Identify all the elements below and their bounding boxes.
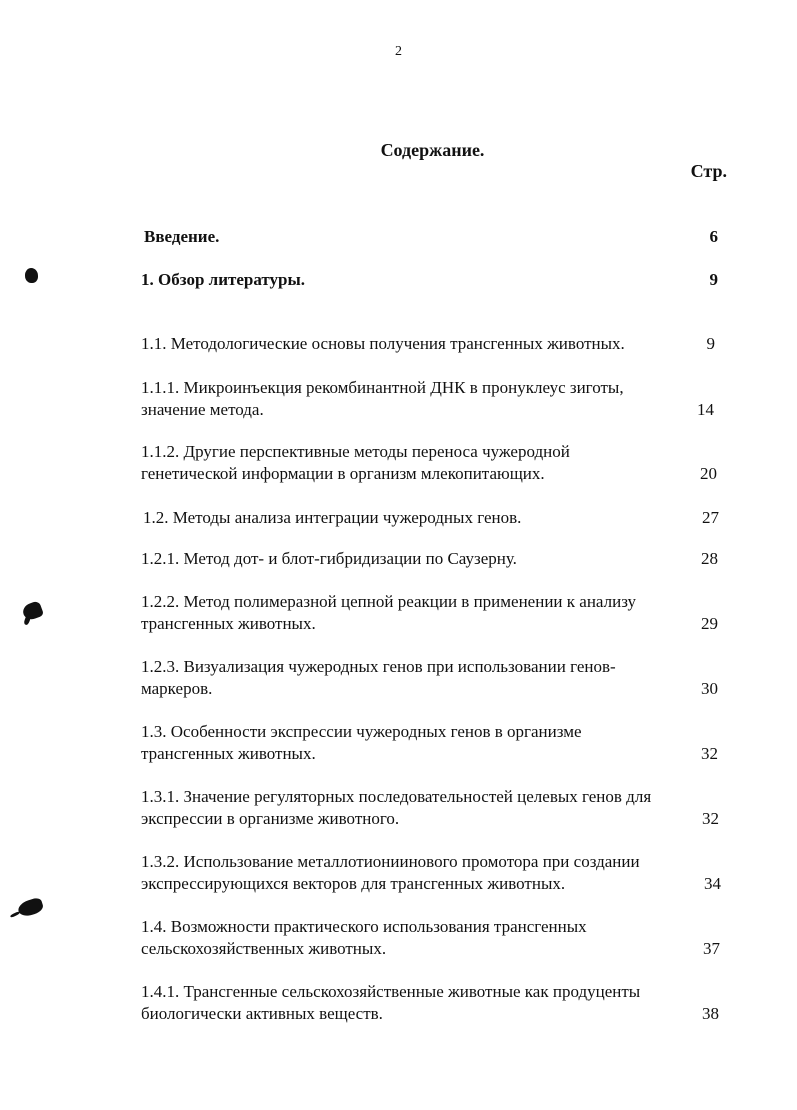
page-number: 2 [395,44,402,59]
entry-page: 9 [706,334,715,353]
entry-line: 1.3. Особенности экспрессии чужеродных генов в организме [141,722,582,741]
toc-entry-1-2-2 [141,591,718,635]
entry-page: 27 [702,508,719,527]
entry-line: 1.2.2. Метод полимеразной цепной реакции в применении к анализу [141,592,637,611]
entry-page: 28 [701,549,718,568]
entry-line: 1. Обзор литературы. [141,270,306,289]
ink-blot [10,911,20,918]
entry-line: значение метода. [141,400,264,419]
toc-entry-1 [141,269,718,291]
entry-line: экспрессирующихся векторов для трансгенных животных. [141,874,566,893]
entry-line: маркеров. [141,679,213,698]
entry-line: Введение. [144,227,220,246]
entry-line: 1.1. Методологические основы получения трансгенных животных. [141,334,625,353]
entry-page: 29 [701,614,718,633]
entry-line: 1.2.3. Визуализация чужеродных генов при использовании генов- [141,657,616,676]
entry-line: генетической информации в организм млекопитающих. [141,464,545,483]
entry-page: 14 [697,400,714,419]
toc-entry-1-2 [143,507,719,529]
entry-page: 38 [702,1004,719,1023]
entry-line: 1.1.1. Микроинъекция рекомбинантной ДНК в пронуклеус зиготы, [141,378,624,397]
toc-entry-1-1 [141,333,715,355]
entry-line: 1.4. Возможности практического использования трансгенных [141,917,587,936]
entry-line: биологически активных веществ. [141,1004,383,1023]
entry-page: 37 [703,939,720,958]
toc-entry-1-2-1 [141,548,718,570]
entry-page: 20 [700,464,717,483]
toc-entry-intro [144,226,718,248]
ink-blot [25,268,38,283]
toc-entry-1-3-1 [141,786,719,830]
entry-line: 1.3.2. Использование металлотиониинового промотора при создании [141,852,640,871]
entry-line: трансгенных животных. [141,744,316,763]
toc-entry-1-1-1 [141,377,714,421]
entry-page: 9 [709,270,718,289]
entry-page: 32 [702,809,719,828]
entry-line: сельскохозяйственных животных. [141,939,387,958]
entry-line: 1.1.2. Другие перспективные методы переноса чужеродной [141,442,570,461]
entry-page: 34 [704,874,721,893]
entry-line: 1.2. Методы анализа интеграции чужеродных генов. [143,508,522,527]
toc-entry-1-2-3 [141,656,718,700]
toc-entry-1-4-1 [141,981,719,1025]
ink-blot [16,897,44,919]
entry-page: 6 [709,227,718,246]
toc-entry-1-4 [141,916,720,960]
entry-line: трансгенных животных. [141,614,316,633]
toc-entry-1-3-2 [141,851,721,895]
entry-page: 30 [701,679,718,698]
entry-line: экспрессии в организме животного. [141,809,400,828]
entry-line: 1.2.1. Метод дот- и блот-гибридизации по Саузерну. [141,549,517,568]
entry-line: 1.4.1. Трансгенные сельскохозяйственные животные как продуценты [141,982,641,1001]
toc-title: Содержание. [380,140,485,160]
page-column-label: Стр. [690,161,727,181]
toc-entry-1-1-2 [141,441,717,485]
toc-entry-1-3 [141,721,718,765]
entry-page: 32 [701,744,718,763]
entry-line: 1.3.1. Значение регуляторных последовательностей целевых генов для [141,787,652,806]
